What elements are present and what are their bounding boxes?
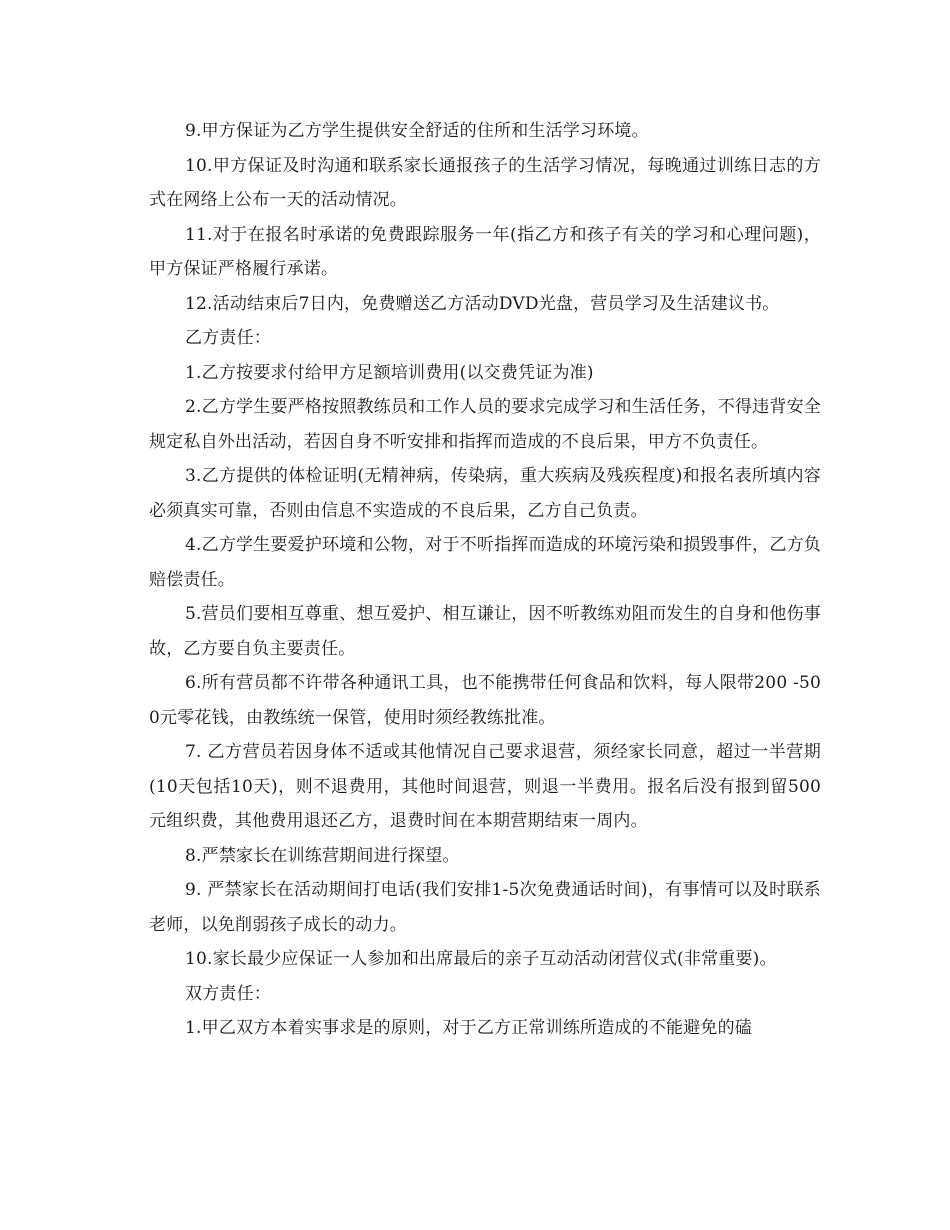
paragraph-4: 12.活动结束后7日内，免费赠送乙方活动DVD光盘，营员学习及生活建议书。 (185, 293, 780, 314)
paragraph-1: 9.甲方保证为乙方学生提供安全舒适的住所和生活学习环境。 (185, 121, 649, 141)
document-body (149, 114, 821, 1046)
paragraph-6: 1.乙方按要求付给甲方足额培训费用(以交费凭证为准) (185, 362, 594, 383)
section-heading-both-parties: 双方责任： (185, 983, 271, 1004)
paragraph-15: 10.家长最少应保证一人参加和出席最后的亲子互动活动闭营仪式(非常重要)。 (185, 949, 777, 969)
section-heading-party-b: 乙方责任： (185, 328, 271, 348)
paragraph-9: 4.乙方学生要爱护环境和公物，对于不听指挥而造成的环境污染和损毁事件，乙方负赔偿责任。 (149, 535, 821, 590)
paragraph-13: 8.严禁家长在训练营期间进行探望。 (185, 845, 460, 866)
paragraph-14: 9. 严禁家长在活动期间打电话(我们安排1-5次免费通话时间)，有事情可以及时联系老师，以免削弱孩子成长的动力。 (149, 880, 821, 935)
paragraph-12: 7. 乙方营员若因身体不适或其他情况自己要求退营，须经家长同意，超过一半营期(10天包括10天)，则不退费用，其他时间退营，则退一半费用。报名后没有报到留500元组织费，其他费用退还乙方，退费时间在本期营期结束一周内。 (149, 742, 821, 831)
paragraph-10: 5.营员们要相互尊重、想互爱护、相互谦让，因不听教练劝阻而发生的自身和他伤事故，乙方要自负主要责任。 (149, 604, 821, 659)
paragraph-2: 10.甲方保证及时沟通和联系家长通报孩子的生活学习情况，每晚通过训练日志的方式在网络上公布一天的活动情况。 (149, 155, 821, 210)
paragraph-17: 1.甲乙双方本着实事求是的原则，对于乙方正常训练所造成的不能避免的磕 (185, 1018, 753, 1038)
paragraph-7: 2.乙方学生要严格按照教练员和工作人员的要求完成学习和生活任务，不得违背安全规定私自外出活动，若因自身不听安排和指挥而造成的不良后果，甲方不负责任。 (149, 397, 821, 452)
paragraph-11: 6.所有营员都不许带各种通讯工具，也不能携带任何食品和饮料，每人限带200 -500元零花钱，由教练统一保管，使用时须经教练批准。 (149, 673, 821, 728)
paragraph-3: 11.对于在报名时承诺的免费跟踪服务一年(指乙方和孩子有关的学习和心理问题)，甲方保证严格履行承诺。 (149, 224, 821, 279)
paragraph-8: 3.乙方提供的体检证明(无精神病，传染病，重大疾病及残疾程度)和报名表所填内容必须真实可靠，否则由信息不实造成的不良后果，乙方自己负责。 (149, 466, 821, 521)
